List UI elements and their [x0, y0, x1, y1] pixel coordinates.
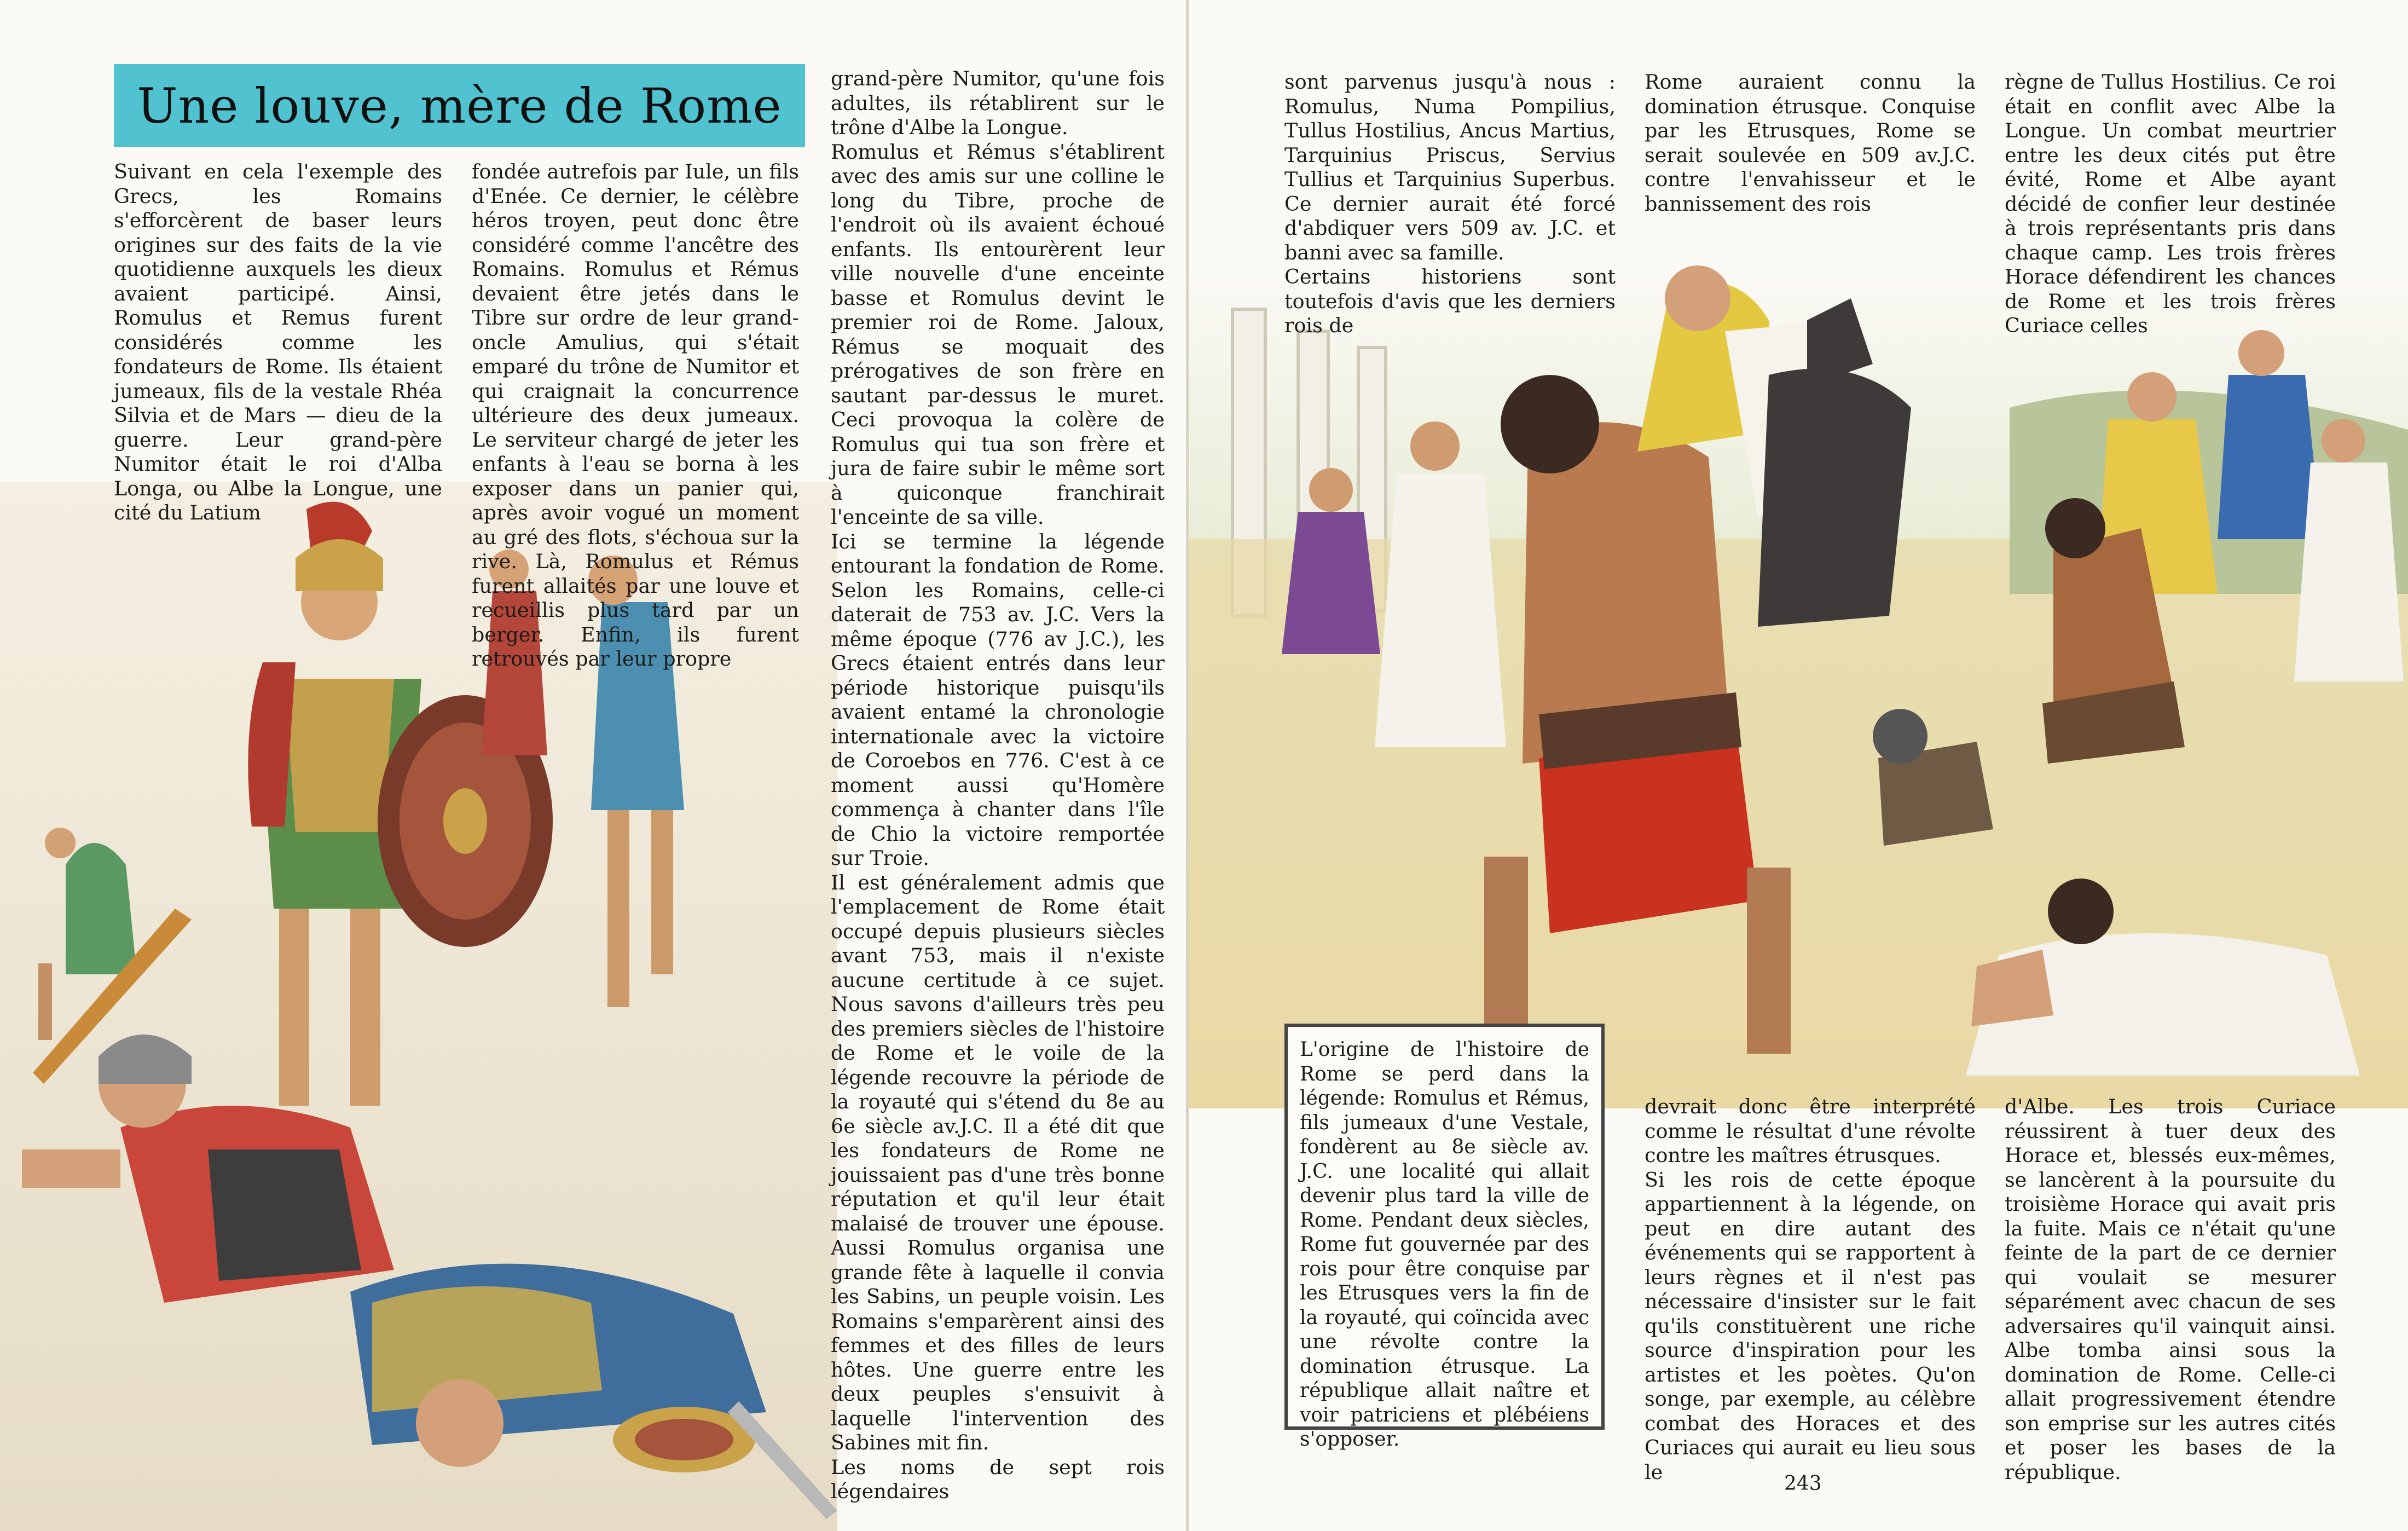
- text-column-2: [472, 160, 799, 672]
- paragraph: sont parvenus jusqu'à nous : Romulus, Numa Pompilius, Tullus Hostilius, Ancus Martius, Tarquinius Priscus, Servius Tullius et Tarquinius Superbus. Ce dernier aurait été forcé d'abdiquer vers 509 av. J.C. et banni avec sa famille.: [1284, 70, 1616, 264]
- text-column-6-top: [2005, 70, 2336, 338]
- paragraph: fondée autrefois par Iule, un fils d'Enée. Ce dernier, le célèbre héros troyen, peut donc être considéré comme l'ancêtre des Romains. Romulus et Rémus devaient être jetés dans le Tibre sur ordre de leur grand-oncle Amulius, qui s'était emparé du trône de Numitor et qui craignait la concurrence ultérieure des deux jumeaux. Le serviteur chargé de jeter les enfants à l'eau se borna à les exposer dans un panier qui, après avoir vogué un moment au gré des flots, s'échoua sur la rive. Là, Romulus et Rémus furent allaités par une louve et recueillis plus tard par un berger. Enfin, ils furent retrouvés par leur propre: [472, 160, 799, 671]
- text-column-5-bottom: [1645, 1095, 1976, 1484]
- paragraph: d'Albe. Les trois Curiace réussirent à tuer deux des Horace et, blessés eux-mêmes, se lancèrent à la poursuite du troisième Horace qui avait pris la fuite. Mais ce n'était qu'une feinte de la part de ce dernier qui voulait se mesurer séparément avec chacun de ses adversaires qu'il vainquit ainsi. Albe tomba ainsi sous la domination de Rome. Celle-ci allait progressivement étendre son emprise sur les autres cités et poser les bases de la république.: [2005, 1095, 2336, 1484]
- paragraph: règne de Tullus Hostilius. Ce roi était en conflit avec Albe la Longue. Un combat meurtrier entre les deux cités put être évité, Rome et Albe ayant décidé de confier leur destinée à trois représentants pris dans chaque camp. Les trois frères Horace défendirent les chances de Rome et les trois frères Curiace celles: [2005, 70, 2336, 337]
- text-column-6-bottom: [2005, 1095, 2336, 1484]
- paragraph: Romulus et Rémus s'établirent avec des amis sur une colline le long du Tibre, proche de l'endroit où ils avaient échoué enfants. Ils entourèrent leur ville nouvelle d'une enceinte basse et Romulus devint le premier roi de Rome. Jaloux, Rémus se moquait des prérogatives de son frère en sautant par-dessus le muret. Ceci provoqua la colère de Romulus qui tua son frère et jura de faire subir le même sort à quiconque franchirait l'enceinte de sa ville.: [831, 140, 1165, 529]
- paragraph: Ici se termine la légende entourant la fondation de Rome. Selon les Romains, celle-ci daterait de 753 av. J.C. Vers la même époque (776 av J.C.), les Grecs étaient entrés dans leur période historique puisqu'ils avaient entamé la chronologie internationale avec la victoire de Coroebos en 776. C'est à ce moment aussi qu'Homère commença à chanter dans l'île de Chio la victoire remportée sur Troie.: [831, 529, 1165, 870]
- title-banner: [114, 64, 805, 147]
- page-number: 243: [1784, 1472, 1822, 1495]
- paragraph: Rome auraient connu la domination étrusque. Conquise par les Etrusques, Rome se serait soulevée en 509 av.J.C. contre l'envahisseur et le bannissement des rois: [1645, 70, 1976, 216]
- caption-text: L'origine de l'histoire de Rome se perd dans la légende: Romulus et Rémus, fils jumeaux d'une Vestale, fondèrent au 8e siècle av. J.C. une localité qui allait devenir plus tard la ville de Rome. Pendant deux siècles, Rome fut gouvernée par des rois pour être conquise par les Etrusques vers la fin de la royauté, qui coïncida avec une révolte contre la domination étrusque. La république allait naître et voir patriciens et plébéiens s'opposer.: [1300, 1038, 1589, 1451]
- page-title: Une louve, mère de Rome: [137, 77, 782, 134]
- paragraph: Il est généralement admis que l'emplacement de Rome était occupé depuis plusieurs siècles avant 753, mais il n'existe aucune certitude à ce sujet. Nous savons d'ailleurs très peu des premiers siècles de l'histoire de Rome et le voile de la légende recouvre la période de la royauté qui s'étend du 8e au 6e siècle av.J.C. Il a été dit que les fondateurs de Rome ne jouissaient pas d'une très bonne réputation et qu'il leur était malaisé de trouver une épouse. Aussi Romulus organisa une grande fête à laquelle il convia les Sabins, un peuple voisin. Les Romains s'emparèrent ainsi des femmes et des filles de leurs hôtes. Une guerre entre les deux peuples s'ensuivit à laquelle l'intervention des Sabines mit fin.: [831, 870, 1165, 1454]
- sabine-abduction-illustration: [1189, 265, 2408, 1108]
- paragraph: devrait donc être interprété comme le résultat d'une révolte contre les maîtres étrusques.: [1645, 1095, 1976, 1167]
- paragraph: Certains historiens sont toutefois d'avis que les derniers rois de: [1284, 265, 1616, 337]
- text-column-1: [114, 160, 442, 525]
- text-column-5-top: [1645, 70, 1976, 216]
- caption-box: [1284, 1024, 1605, 1451]
- paragraph: Suivant en cela l'exemple des Grecs, les Romains s'efforcèrent de baser leurs origines sur des faits de la vie quotidienne auxquels les dieux avaient participé. Ainsi, Romulus et Remus furent considérés comme les fondateurs de Rome. Ils étaient jumeaux, fils de la vestale Rhéa Silvia et de Mars — dieu de la guerre. Leur grand-père Numitor était le roi d'Alba Longa, ou Albe la Longue, une cité du Latium: [114, 160, 442, 524]
- text-column-4-top: [1284, 70, 1616, 338]
- text-column-3: [831, 67, 1165, 1504]
- paragraph: grand-père Numitor, qu'une fois adultes, ils rétablirent sur le trône d'Albe la Longue.: [831, 67, 1165, 139]
- paragraph: Les noms de sept rois légendaires: [831, 1455, 1165, 1503]
- paragraph: Si les rois de cette époque appartiennent à la légende, on peut en dire autant des événements qui se rapportent à leurs règnes et il n'est pas nécessaire d'insister sur le fait qu'ils constituèrent une riche source d'inspiration pour les artistes et les poètes. Qu'on songe, par exemple, au célèbre combat des Horaces et des Curiaces qui aurait eu lieu sous le: [1645, 1168, 1976, 1484]
